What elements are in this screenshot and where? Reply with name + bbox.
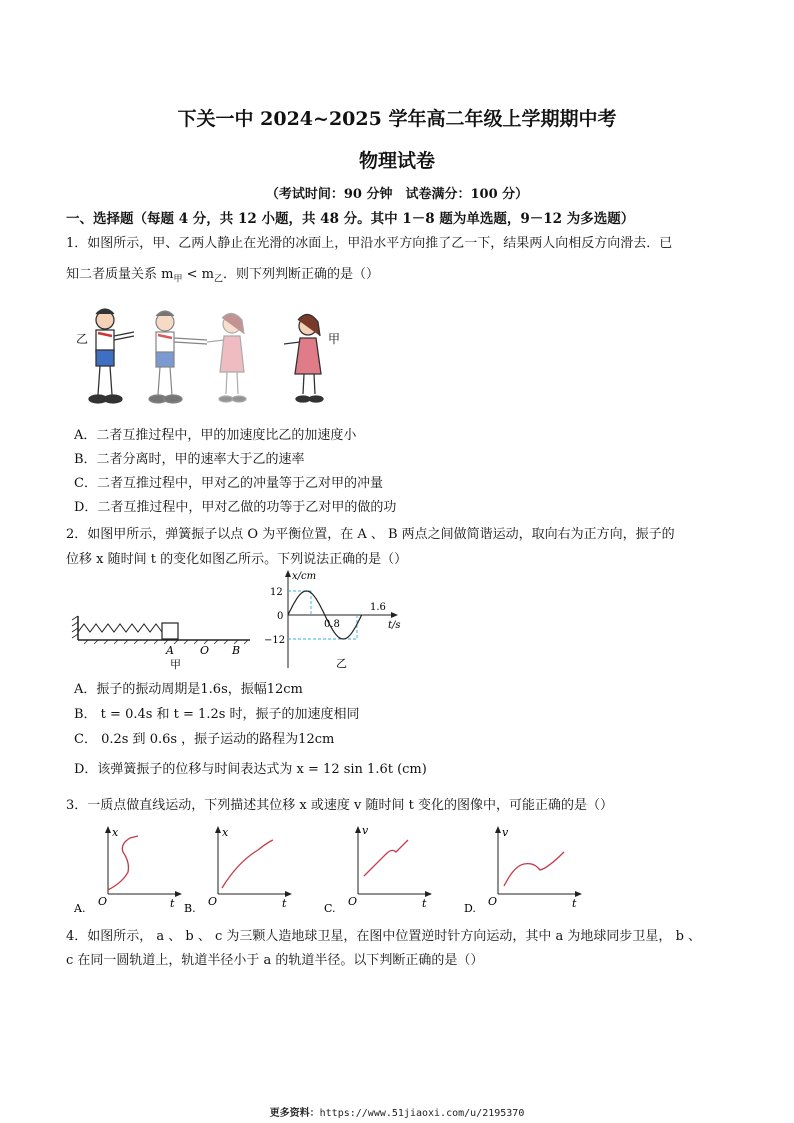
page-title: 下关一中 2024~2025 学年高二年级上学期期中考 (177, 108, 617, 130)
q3-graphs (68, 822, 598, 917)
boy-figure-left (89, 309, 134, 403)
svg-text:x: x (112, 826, 119, 839)
tick-0-8: 0.8 (324, 619, 340, 630)
q1-option-c: C．二者互推过程中，甲对乙的冲量等于乙对甲的冲量 (74, 476, 383, 491)
q2-option-c: C． 0.2s 到 0.6s ，振子运动的路程为12cm (74, 732, 335, 747)
graph-d (464, 826, 582, 915)
caption-yi: 乙 (336, 657, 347, 670)
caption-jia: 甲 (170, 658, 181, 671)
girl-figure-middle (207, 313, 246, 402)
option-b-label: B. (184, 902, 196, 915)
graph-a (73, 826, 182, 915)
svg-text:t: t (422, 897, 427, 910)
label-yi: 乙 (76, 332, 89, 346)
q1-skaters-figure (72, 300, 332, 412)
q4-line2: c 在同一圆轨道上，轨道半径小于 a 的轨道半径。以下判断正确的是（） (66, 953, 484, 968)
svg-text:O: O (98, 895, 108, 908)
option-a-label: A. (74, 902, 86, 915)
section-heading: 一、选择题（每题 4 分，共 12 小题，共 48 分。其中 1－8 题为单选题，9－12 为多选题） (66, 211, 635, 227)
q2-option-d: D．该弹簧振子的位移与时间表达式为 x = 12 sin 1.6t (cm) (74, 762, 427, 777)
page-subtitle: 物理试卷 (358, 150, 435, 172)
q2-line1: 2．如图甲所示，弹簧振子以点 O 为平衡位置，在 A 、 B 两点之间做简谐运动，取向右为正方向，振子的 (66, 527, 675, 542)
girl-figure-right (284, 314, 323, 402)
option-d-label: D. (464, 902, 476, 915)
svg-text:O: O (348, 895, 358, 908)
q2-option-a: A．振子的振动周期是1.6s，振幅12cm (74, 682, 303, 697)
q2-option-b: B． t = 0.4s 和 t = 1.2s 时，振子的加速度相同 (74, 707, 360, 722)
svg-text:t: t (170, 897, 175, 910)
tick-neg12: −12 (264, 635, 286, 646)
label-a: A (166, 644, 174, 657)
q1-line1: 1．如图所示，甲、乙两人静止在光滑的冰面上，甲沿水平方向推了乙一下，结果两人向相反方向滑去．已 (66, 236, 673, 251)
label-jia: 甲 (328, 332, 341, 346)
svg-text:O: O (488, 895, 498, 908)
q1-line2: 知二者质量关系 $m_甲 < m_乙$．则下列判断正确的是（） (66, 267, 379, 285)
label-b: B (232, 644, 241, 657)
svg-text:v: v (502, 826, 509, 839)
tick-1-6: 1.6 (370, 602, 386, 613)
q2-line2: 位移 x 随时间 t 的变化如图乙所示。下列说法正确的是（） (66, 552, 408, 567)
svg-text:t: t (282, 897, 287, 910)
tick-0: 0 (277, 611, 284, 622)
tick-12: 12 (270, 587, 283, 598)
svg-text:O: O (208, 895, 218, 908)
xt-graph-figure (262, 566, 412, 676)
graph-c (324, 824, 432, 915)
q1-option-a: A．二者互推过程中，甲的加速度比乙的加速度小 (74, 428, 357, 443)
label-o: O (200, 644, 210, 657)
svg-text:t: t (572, 897, 577, 910)
footer-link[interactable]: https://www.51jiaoxi.com/u/2195370 (319, 1108, 525, 1119)
ylabel: x/cm (292, 571, 317, 582)
q4-line1: 4．如图所示， a 、 b 、 c 为三颗人造地球卫星，在图中位置逆时针方向运动，其中 a 为地球同步卫星， b 、 (66, 929, 702, 944)
q1-option-b: B．二者分离时，甲的速率大于乙的速率 (74, 452, 305, 467)
q1-option-d: D．二者互推过程中，甲对乙做的功等于乙对甲的做的功 (74, 500, 397, 515)
xlabel: t/s (388, 620, 401, 631)
option-c-label: C. (324, 902, 336, 915)
svg-text:v: v (362, 824, 369, 837)
spring-oscillator-figure (70, 610, 260, 672)
footer: 更多资料：https://www.51jiaoxi.com/u/2195370 (269, 1108, 525, 1119)
graph-b (184, 826, 292, 915)
exam-info: （考试时间：90 分钟 试卷满分：100 分） (265, 187, 529, 202)
q3-line1: 3．一质点做直线运动，下列描述其位移 x 或速度 v 随时间 t 变化的图像中，可能正确的是（） (66, 798, 613, 813)
boy-figure-middle (149, 311, 207, 403)
svg-text:x: x (222, 826, 229, 839)
